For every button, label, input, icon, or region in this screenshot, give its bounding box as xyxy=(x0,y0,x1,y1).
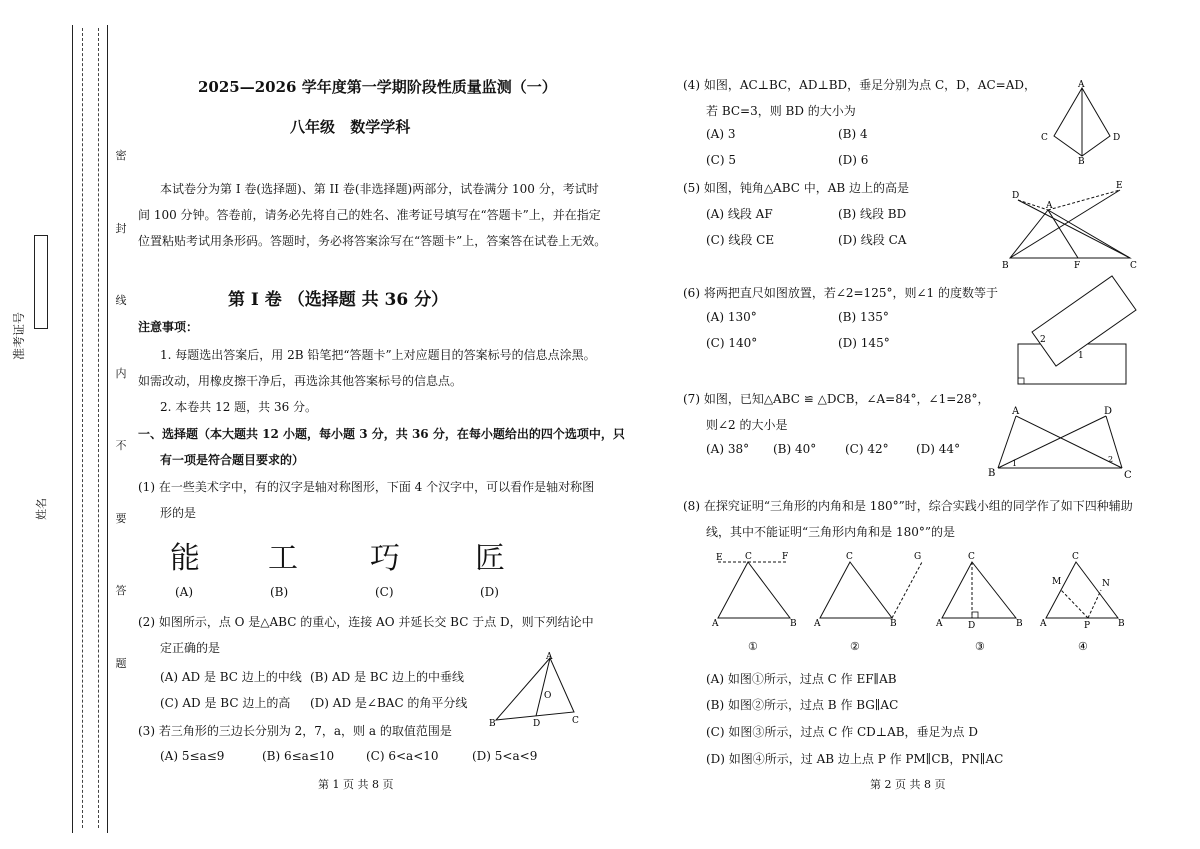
q2-text: (2) 如图所示，点 O 是△ABC 的重心，连接 AO 并延长交 BC 于点 D，则下列结论中 xyxy=(138,615,594,629)
svg-text:D: D xyxy=(1113,133,1121,143)
svg-text:A: A xyxy=(1046,201,1053,211)
q3-text: (3) 若三角形的三边长分别为 2，7，a，则 a 的取值范围是 xyxy=(138,724,452,738)
svg-text:F: F xyxy=(1074,261,1081,270)
intro-line-2: 间 100 分钟。答卷前，请务必先将自己的姓名、准考证号填写在“答题卡”上，并在指定 xyxy=(138,208,601,222)
name-label: 姓名 xyxy=(35,498,48,520)
svg-text:C: C xyxy=(968,552,975,562)
q3-opt-b[interactable]: (B) 6≤a≤10 xyxy=(262,749,335,763)
q5-opt-b[interactable]: (B) 线段 BD xyxy=(838,207,907,221)
q4-opt-d[interactable]: (D) 6 xyxy=(838,153,869,167)
notice-1: 1. 每题选出答案后，用 2B 铅笔把“答题卡”上对应题目的答案标号的信息点涂黑。 xyxy=(160,348,596,362)
binding-dash-1 xyxy=(82,28,83,828)
svg-text:B: B xyxy=(489,719,496,728)
svg-text:D: D xyxy=(1012,191,1020,201)
svg-text:B: B xyxy=(790,619,797,629)
svg-text:B: B xyxy=(1118,619,1125,629)
seal-char: 密 xyxy=(115,149,127,162)
exam-number-label: 准考证号 xyxy=(12,311,26,360)
q7-opt-c[interactable]: (C) 42° xyxy=(845,442,889,456)
q7-opt-a[interactable]: (A) 38° xyxy=(706,442,750,456)
q1-opt-b[interactable]: (B) xyxy=(270,585,289,599)
intro-line-3: 位置粘贴考试用条形码。答题时，务必将答案涂写在“答题卡”上，答案答在试卷上无效。 xyxy=(138,234,607,248)
q5-opt-c[interactable]: (C) 线段 CE xyxy=(706,233,775,247)
q8-text: (8) 在探究证明“三角形的内角和是 180°”时，综合实践小组的同学作了如下四种辅助 xyxy=(683,499,1133,513)
q3-opt-a[interactable]: (A) 5≤a≤9 xyxy=(160,749,225,763)
svg-text:B: B xyxy=(1078,157,1085,164)
q8-opt-c[interactable]: (C) 如图③所示，过点 C 作 CD⊥AB，垂足为点 D xyxy=(706,725,978,739)
binding-line-outer xyxy=(72,25,73,833)
q7-text: (7) 如图，已知△ABC ≌ △DCB，∠A=84°，∠1=28°， xyxy=(683,392,990,406)
q7-text-2: 则∠2 的大小是 xyxy=(706,418,788,432)
q5-figure xyxy=(1000,178,1140,270)
svg-text:B: B xyxy=(1002,261,1009,270)
svg-text:A: A xyxy=(936,619,943,629)
q8-opt-b[interactable]: (B) 如图②所示，过点 B 作 BG∥AC xyxy=(706,698,899,712)
svg-text:A: A xyxy=(814,619,821,629)
svg-text:A: A xyxy=(1012,406,1020,417)
svg-text:O: O xyxy=(544,691,552,701)
svg-text:P: P xyxy=(1084,621,1091,631)
exam-subtitle: 八年级 数学学科 xyxy=(290,118,411,136)
svg-text:2: 2 xyxy=(1040,335,1046,345)
q8-text-2: 线，其中不能证明“三角形内角和是 180°”的是 xyxy=(706,525,955,539)
q1-char-d: 匠 xyxy=(475,541,505,576)
binding-dash-2 xyxy=(98,28,99,828)
q8-fig-label-4: ④ xyxy=(1078,640,1088,653)
q2-opt-b[interactable]: (B) AD 是 BC 边上的中垂线 xyxy=(310,670,464,684)
q2-text-2: 定正确的是 xyxy=(160,641,221,655)
q1-char-c: 巧 xyxy=(370,541,400,576)
q6-figure xyxy=(1010,270,1140,390)
seal-char: 要 xyxy=(115,511,127,525)
q2-opt-a[interactable]: (A) AD 是 BC 边上的中线 xyxy=(160,670,302,684)
notice-title: 注意事项： xyxy=(138,320,199,334)
svg-text:2: 2 xyxy=(1108,455,1114,464)
q7-figure xyxy=(986,402,1136,482)
page-1-footer: 第 1 页 共 8 页 xyxy=(318,778,394,791)
svg-text:C: C xyxy=(1072,552,1079,562)
svg-text:1: 1 xyxy=(1078,351,1084,361)
q5-opt-a[interactable]: (A) 线段 AF xyxy=(706,207,773,221)
part1-header: 一、选择题（本大题共 12 小题，每小题 3 分，共 36 分，在每小题给出的四个选项中，只 xyxy=(138,427,625,441)
q6-opt-c[interactable]: (C) 140° xyxy=(706,336,758,350)
q7-opt-b[interactable]: (B) 40° xyxy=(773,442,817,456)
intro-line-1: 本试卷分为第 I 卷(选择题)、第 II 卷(非选择题)两部分，试卷满分 100 分，考试时 xyxy=(160,182,599,196)
svg-text:A: A xyxy=(1078,80,1085,90)
q8-fig-label-1: ① xyxy=(748,640,758,653)
q2-opt-d[interactable]: (D) AD 是∠BAC 的角平分线 xyxy=(310,696,468,710)
q1-text-2: 形的是 xyxy=(160,506,197,520)
q4-text-2: 若 BC=3，则 BD 的大小为 xyxy=(706,104,856,118)
svg-text:A: A xyxy=(1040,619,1047,629)
page-2-footer: 第 2 页 共 8 页 xyxy=(870,778,946,791)
svg-text:D: D xyxy=(1104,406,1113,417)
svg-text:N: N xyxy=(1102,579,1110,589)
section-title: 第 I 卷 （选择题 共 36 分） xyxy=(228,290,449,310)
seal-char: 封 xyxy=(115,221,127,235)
q2-opt-c[interactable]: (C) AD 是 BC 边上的高 xyxy=(160,696,291,710)
svg-text:C: C xyxy=(1130,261,1137,270)
q5-text: (5) 如图，钝角△ABC 中，AB 边上的高是 xyxy=(683,181,910,195)
seal-char: 答 xyxy=(115,584,127,598)
q6-opt-a[interactable]: (A) 130° xyxy=(706,310,757,324)
svg-text:C: C xyxy=(846,552,853,562)
seal-text xyxy=(114,150,128,670)
svg-text:A: A xyxy=(712,619,719,629)
svg-text:C: C xyxy=(572,716,579,726)
q3-opt-d[interactable]: (D) 5<a<9 xyxy=(472,749,538,763)
exam-title: 2025—2026 学年度第一学期阶段性质量监测（一） xyxy=(198,78,557,96)
q8-fig-label-2: ② xyxy=(850,640,860,653)
svg-text:C: C xyxy=(1124,470,1132,481)
seal-char: 线 xyxy=(115,294,127,308)
part1-header-2: 有一项是符合题目要求的） xyxy=(160,453,305,467)
svg-text:M: M xyxy=(1052,577,1062,587)
q1-opt-a[interactable]: (A) xyxy=(175,585,194,599)
q4-opt-a[interactable]: (A) 3 xyxy=(706,127,736,141)
q4-opt-c[interactable]: (C) 5 xyxy=(706,153,736,167)
svg-text:G: G xyxy=(914,552,922,562)
q8-figures xyxy=(710,548,1140,658)
q1-text: (1) 在一些美术字中，有的汉字是轴对称图形，下面 4 个汉字中，可以看作是轴对称图 xyxy=(138,480,595,494)
svg-text:D: D xyxy=(533,719,541,728)
svg-text:F: F xyxy=(782,552,789,562)
binding-line-inner xyxy=(107,25,108,833)
q8-opt-d[interactable]: (D) 如图④所示，过 AB 边上点 P 作 PM∥CB，PN∥AC xyxy=(706,752,1004,766)
q8-opt-a[interactable]: (A) 如图①所示，过点 C 作 EF∥AB xyxy=(706,672,897,686)
q1-char-b: 工 xyxy=(268,541,298,576)
seal-char: 不 xyxy=(115,439,127,453)
svg-text:1: 1 xyxy=(1012,459,1018,468)
svg-text:D: D xyxy=(968,621,976,631)
q1-char-a: 能 xyxy=(170,541,200,576)
q4-figure xyxy=(1036,78,1128,164)
q3-opt-c[interactable]: (C) 6<a<10 xyxy=(366,749,439,763)
svg-text:C: C xyxy=(1041,133,1048,143)
notice-2: 2. 本卷共 12 题，共 36 分。 xyxy=(160,400,318,414)
svg-text:B: B xyxy=(890,619,897,629)
q6-text: (6) 将两把直尺如图放置，若∠2=125°，则∠1 的度数等于 xyxy=(683,286,998,300)
svg-text:A: A xyxy=(546,652,553,662)
q2-figure xyxy=(488,652,580,728)
q1-opt-c[interactable]: (C) xyxy=(375,585,394,599)
q1-opt-d[interactable]: (D) xyxy=(480,585,499,599)
exam-number-boxes xyxy=(34,235,48,329)
q4-opt-b[interactable]: (B) 4 xyxy=(838,127,868,141)
svg-text:B: B xyxy=(988,468,996,479)
q7-opt-d[interactable]: (D) 44° xyxy=(916,442,961,456)
seal-char: 题 xyxy=(115,656,127,670)
svg-text:E: E xyxy=(716,553,723,563)
q6-opt-d[interactable]: (D) 145° xyxy=(838,336,890,350)
q8-fig-label-3: ③ xyxy=(975,640,985,653)
q6-opt-b[interactable]: (B) 135° xyxy=(838,310,889,324)
q4-text: (4) 如图，AC⊥BC，AD⊥BD，垂足分别为点 C，D，AC=AD， xyxy=(683,78,1036,92)
svg-text:B: B xyxy=(1016,619,1023,629)
svg-text:E: E xyxy=(1116,181,1123,191)
svg-text:C: C xyxy=(745,552,752,562)
q5-opt-d[interactable]: (D) 线段 CA xyxy=(838,233,907,247)
notice-1b: 如需改动，用橡皮擦干净后，再选涂其他答案标号的信息点。 xyxy=(138,374,463,388)
seal-char: 内 xyxy=(115,366,127,380)
